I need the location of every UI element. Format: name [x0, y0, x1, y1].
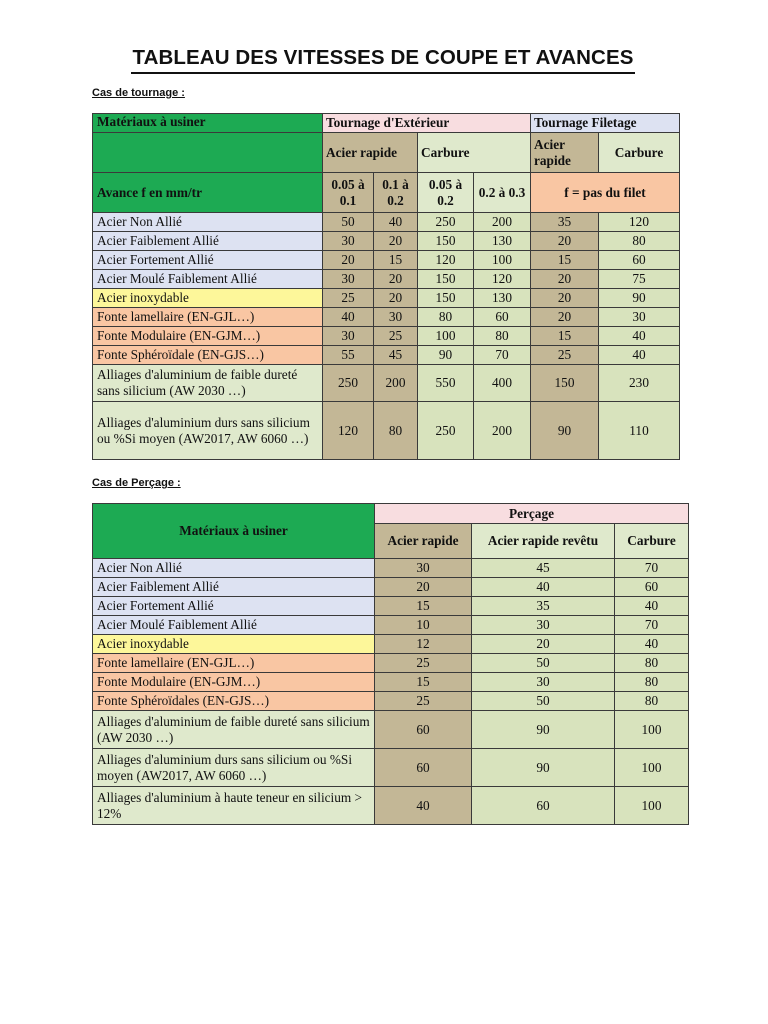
table-row	[93, 327, 680, 346]
speed-cell: 50	[323, 213, 374, 232]
drilling-header-material: Matériaux à usiner	[93, 504, 375, 559]
speed-cell: 120	[418, 251, 474, 270]
material-cell: Fonte Sphéroïdales (EN-GJS…)	[93, 692, 375, 711]
speed-cell: 400	[474, 365, 531, 402]
speed-cell: 90	[599, 289, 680, 308]
turning-feed-range: 0.2 à 0.3	[474, 173, 531, 213]
material-cell: Acier Faiblement Allié	[93, 578, 375, 597]
speed-cell: 25	[531, 346, 599, 365]
table-row	[93, 616, 689, 635]
turning-header-material: Matériaux à usiner	[93, 114, 323, 133]
speed-cell: 40	[374, 213, 418, 232]
material-cell: Acier Moulé Faiblement Allié	[93, 616, 375, 635]
table-row	[93, 232, 680, 251]
speed-cell: 30	[375, 559, 472, 578]
speed-cell: 25	[374, 327, 418, 346]
speed-cell: 40	[615, 635, 689, 654]
speed-cell: 110	[599, 402, 680, 460]
material-cell: Fonte lamellaire (EN-GJL…)	[93, 654, 375, 673]
speed-cell: 20	[531, 289, 599, 308]
speed-cell: 20	[531, 232, 599, 251]
speed-cell: 40	[599, 346, 680, 365]
speed-cell: 80	[615, 654, 689, 673]
speed-cell: 80	[474, 327, 531, 346]
speed-cell: 80	[418, 308, 474, 327]
table-row	[93, 787, 689, 825]
speed-cell: 60	[375, 711, 472, 749]
drilling-header-carbure: Carbure	[615, 524, 689, 559]
table-row	[93, 597, 689, 616]
speed-cell: 80	[615, 692, 689, 711]
speed-cell: 25	[375, 654, 472, 673]
material-cell: Acier Fortement Allié	[93, 251, 323, 270]
table-row	[93, 692, 689, 711]
table-row	[93, 559, 689, 578]
turning-avance-label: Avance f en mm/tr	[93, 173, 323, 213]
table-row	[93, 289, 680, 308]
speed-cell: 75	[599, 270, 680, 289]
speed-cell: 550	[418, 365, 474, 402]
speed-cell: 70	[615, 559, 689, 578]
turning-header-exterieur: Tournage d'Extérieur	[323, 114, 531, 133]
material-cell: Alliages d'aluminium durs sans silicium ou %Si moyen (AW2017, AW 6060 …)	[93, 749, 375, 787]
speed-cell: 130	[474, 232, 531, 251]
speed-cell: 15	[375, 673, 472, 692]
speed-cell: 90	[531, 402, 599, 460]
speed-cell: 250	[418, 402, 474, 460]
speed-cell: 130	[474, 289, 531, 308]
speed-cell: 30	[599, 308, 680, 327]
speed-cell: 15	[531, 251, 599, 270]
speed-cell: 15	[375, 597, 472, 616]
table-row	[93, 654, 689, 673]
speed-cell: 55	[323, 346, 374, 365]
speed-cell: 80	[615, 673, 689, 692]
material-cell: Acier Faiblement Allié	[93, 232, 323, 251]
speed-cell: 20	[375, 578, 472, 597]
speed-cell: 120	[474, 270, 531, 289]
speed-cell: 150	[418, 232, 474, 251]
title-underline	[131, 72, 635, 74]
speed-cell: 35	[472, 597, 615, 616]
speed-cell: 60	[474, 308, 531, 327]
table-row	[93, 578, 689, 597]
speed-cell: 15	[374, 251, 418, 270]
speed-cell: 20	[531, 270, 599, 289]
turning-header-thread-carbure: Carbure	[599, 133, 680, 173]
speed-cell: 45	[472, 559, 615, 578]
drilling-table	[92, 503, 689, 825]
speed-cell: 30	[374, 308, 418, 327]
speed-cell: 40	[615, 597, 689, 616]
speed-cell: 90	[472, 749, 615, 787]
speed-cell: 100	[418, 327, 474, 346]
speed-cell: 60	[472, 787, 615, 825]
speed-cell: 25	[375, 692, 472, 711]
table-row	[93, 308, 680, 327]
table-row	[93, 346, 680, 365]
speed-cell: 35	[531, 213, 599, 232]
speed-cell: 40	[375, 787, 472, 825]
speed-cell: 30	[472, 616, 615, 635]
speed-cell: 20	[472, 635, 615, 654]
turning-header-carbure: Carbure	[418, 133, 531, 173]
speed-cell: 250	[418, 213, 474, 232]
material-cell: Acier Moulé Faiblement Allié	[93, 270, 323, 289]
turning-table	[92, 113, 680, 460]
speed-cell: 50	[472, 654, 615, 673]
speed-cell: 25	[323, 289, 374, 308]
speed-cell: 100	[615, 787, 689, 825]
turning-feed-range: 0.1 à 0.2	[374, 173, 418, 213]
speed-cell: 30	[323, 232, 374, 251]
speed-cell: 80	[599, 232, 680, 251]
material-cell: Acier Non Allié	[93, 559, 375, 578]
speed-cell: 120	[323, 402, 374, 460]
turning-feed-range: 0.05 à 0.2	[418, 173, 474, 213]
speed-cell: 15	[531, 327, 599, 346]
turning-feed-range: 0.05 à 0.1	[323, 173, 374, 213]
speed-cell: 150	[418, 270, 474, 289]
speed-cell: 60	[375, 749, 472, 787]
speed-cell: 80	[374, 402, 418, 460]
turning-header-blank	[93, 133, 323, 173]
drilling-header-acier-rapide: Acier rapide	[375, 524, 472, 559]
turning-header-filetage: Tournage Filetage	[531, 114, 680, 133]
speed-cell: 100	[615, 711, 689, 749]
speed-cell: 20	[374, 289, 418, 308]
speed-cell: 100	[615, 749, 689, 787]
speed-cell: 45	[374, 346, 418, 365]
material-cell: Fonte lamellaire (EN-GJL…)	[93, 308, 323, 327]
speed-cell: 30	[472, 673, 615, 692]
drilling-header-percage: Perçage	[375, 504, 689, 524]
section-turning-label: Cas de tournage :	[92, 87, 185, 99]
table-row	[93, 402, 680, 460]
material-cell: Fonte Sphéroïdale (EN-GJS…)	[93, 346, 323, 365]
turning-header-thread-acier-rapide: Acier rapide	[531, 133, 599, 173]
material-cell: Alliages d'aluminium de faible dureté sans silicium (AW 2030 …)	[93, 365, 323, 402]
speed-cell: 20	[323, 251, 374, 270]
speed-cell: 100	[474, 251, 531, 270]
speed-cell: 150	[418, 289, 474, 308]
table-row	[93, 673, 689, 692]
speed-cell: 150	[531, 365, 599, 402]
speed-cell: 10	[375, 616, 472, 635]
table-row	[93, 749, 689, 787]
material-cell: Fonte Modulaire (EN-GJM…)	[93, 673, 375, 692]
speed-cell: 70	[615, 616, 689, 635]
speed-cell: 90	[418, 346, 474, 365]
speed-cell: 200	[474, 402, 531, 460]
table-row	[93, 365, 680, 402]
table-row	[93, 251, 680, 270]
speed-cell: 200	[374, 365, 418, 402]
material-cell: Fonte Modulaire (EN-GJM…)	[93, 327, 323, 346]
speed-cell: 12	[375, 635, 472, 654]
speed-cell: 20	[531, 308, 599, 327]
material-cell: Alliages d'aluminium de faible dureté sans silicium (AW 2030 …)	[93, 711, 375, 749]
page-title: TABLEAU DES VITESSES DE COUPE ET AVANCES	[132, 46, 634, 69]
material-cell: Acier Fortement Allié	[93, 597, 375, 616]
section-drilling-label: Cas de Perçage :	[92, 477, 181, 489]
speed-cell: 60	[615, 578, 689, 597]
speed-cell: 250	[323, 365, 374, 402]
table-row	[93, 635, 689, 654]
speed-cell: 120	[599, 213, 680, 232]
material-cell: Acier inoxydable	[93, 635, 375, 654]
table-row	[93, 213, 680, 232]
speed-cell: 200	[474, 213, 531, 232]
speed-cell: 70	[474, 346, 531, 365]
turning-header-acier-rapide: Acier rapide	[323, 133, 418, 173]
material-cell: Acier Non Allié	[93, 213, 323, 232]
speed-cell: 20	[374, 232, 418, 251]
material-cell: Alliages d'aluminium durs sans silicium ou %Si moyen (AW2017, AW 6060 …)	[93, 402, 323, 460]
speed-cell: 230	[599, 365, 680, 402]
speed-cell: 90	[472, 711, 615, 749]
turning-pas-du-filet: f = pas du filet	[531, 173, 680, 213]
speed-cell: 40	[599, 327, 680, 346]
speed-cell: 30	[323, 270, 374, 289]
table-row	[93, 711, 689, 749]
drilling-header-acier-rapide-revetu: Acier rapide revêtu	[472, 524, 615, 559]
table-row	[93, 270, 680, 289]
speed-cell: 30	[323, 327, 374, 346]
speed-cell: 40	[323, 308, 374, 327]
material-cell: Acier inoxydable	[93, 289, 323, 308]
speed-cell: 20	[374, 270, 418, 289]
speed-cell: 40	[472, 578, 615, 597]
speed-cell: 50	[472, 692, 615, 711]
speed-cell: 60	[599, 251, 680, 270]
material-cell: Alliages d'aluminium à haute teneur en silicium > 12%	[93, 787, 375, 825]
